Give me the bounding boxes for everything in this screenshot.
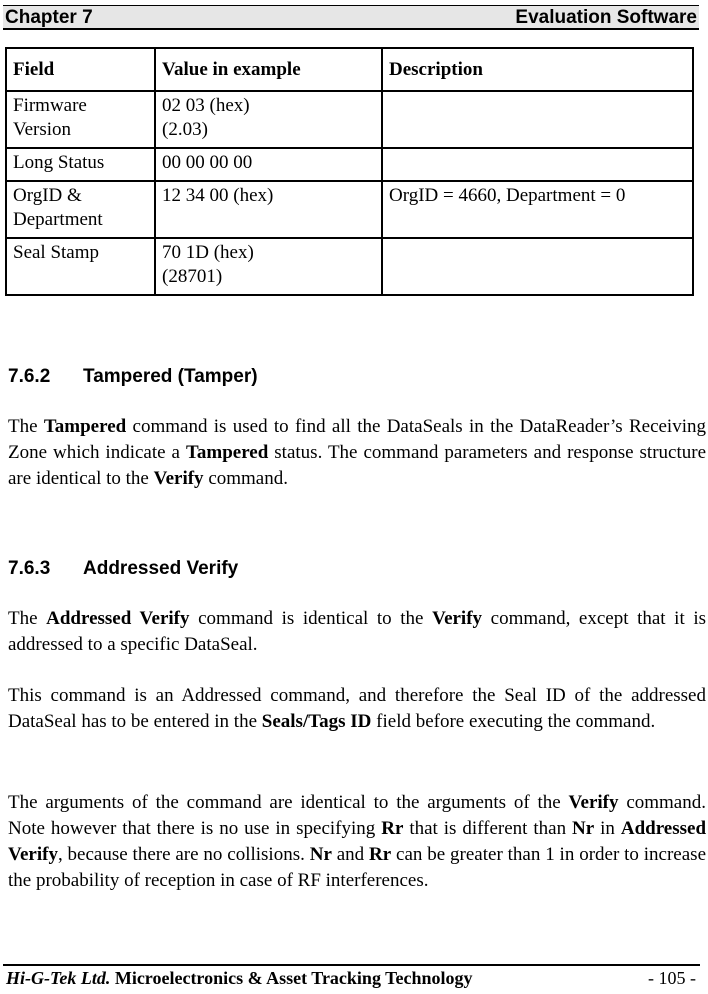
bold-term: Addressed Verify: [46, 608, 190, 629]
table-row: [6, 181, 693, 238]
text-run: The arguments of the command are identical to the arguments of the: [8, 792, 569, 813]
text-run: This command is an Addressed command, and therefore the Seal ID of the addressed DataSeal has to be entered in the: [8, 685, 706, 732]
section-heading: [8, 558, 238, 580]
text-run: command.: [203, 468, 288, 489]
text-run: in: [594, 818, 621, 839]
cell-field: [6, 148, 155, 181]
page-footer: [6, 968, 700, 989]
cell-line: Seal Stamp: [13, 242, 100, 263]
cell-value: [155, 181, 382, 238]
cell-line: (2.03): [162, 119, 208, 140]
text-run: command. Note however that there is no use in specifying: [8, 792, 706, 839]
text-run: command, except that it is addressed to a specific DataSeal.: [8, 608, 706, 655]
paragraph: [8, 606, 706, 658]
cell-line: (28701): [162, 266, 223, 287]
company-name: Hi-G-Tek Ltd.: [6, 968, 111, 988]
text-run: command is used to find all the DataSeals in the DataReader’s Receiving Zone which indicate a: [8, 416, 706, 463]
table-row: [6, 91, 693, 148]
text-run: field before executing the command.: [371, 711, 656, 732]
bold-term: Verify: [432, 608, 483, 629]
section-number: 7.6.3: [8, 558, 51, 579]
cell-description: [382, 91, 693, 148]
table-row: [6, 238, 693, 295]
bold-term: Rr: [369, 844, 392, 865]
cell-line: Version: [13, 119, 72, 140]
table-row: [6, 148, 693, 181]
section-title: Evaluation Software: [515, 7, 697, 28]
bold-term: Verify: [153, 468, 204, 489]
bold-term: Tampered: [43, 416, 127, 437]
field-table: [5, 47, 694, 296]
cell-line: 70 1D (hex): [162, 242, 254, 263]
text-run: status. The command parameters and response structure are identical to the: [8, 442, 707, 489]
bold-term: Rr: [381, 818, 404, 839]
bold-term: Addressed Verify: [8, 818, 707, 865]
cell-description: [382, 148, 693, 181]
text-run: , because there are no collisions.: [57, 844, 310, 865]
cell-line: Firmware: [13, 95, 87, 116]
chapter-label: Chapter 7: [5, 7, 93, 28]
text-run: The: [8, 416, 44, 437]
section-heading-title: Addressed Verify: [83, 558, 239, 579]
section-number: 7.6.2: [8, 366, 51, 387]
column-header-description: Description: [382, 48, 693, 91]
text-run: command is identical to the: [189, 608, 433, 629]
paragraph: [8, 790, 706, 894]
bold-term: Nr: [572, 818, 595, 839]
text-run: The: [8, 608, 47, 629]
cell-value: [155, 91, 382, 148]
text-run: and: [331, 844, 370, 865]
bold-term: Nr: [309, 844, 332, 865]
cell-line: 12 34 00 (hex): [162, 185, 274, 206]
bold-term: Verify: [568, 792, 619, 813]
cell-field: [6, 181, 155, 238]
cell-line: Long Status: [13, 152, 105, 173]
cell-value: [155, 238, 382, 295]
text-run: can be greater than 1 in order to increase the probability of reception in case of RF interferences.: [8, 844, 707, 891]
cell-line: 02 03 (hex): [162, 95, 250, 116]
cell-line: Department: [13, 209, 103, 230]
table-header-row: [6, 48, 693, 91]
cell-description: [382, 238, 693, 295]
cell-field: [6, 91, 155, 148]
section-heading-title: Tampered (Tamper): [83, 366, 258, 387]
bold-term: Seals/Tags ID: [261, 711, 372, 732]
section-heading: [8, 366, 258, 388]
cell-field: [6, 238, 155, 295]
footer-divider: [3, 964, 700, 966]
paragraph: [8, 414, 706, 492]
company-tagline: Microelectronics & Asset Tracking Technology: [110, 968, 473, 988]
cell-line: 00 00 00 00: [162, 152, 253, 173]
cell-description: OrgID = 4660, Department = 0: [382, 181, 693, 238]
bold-term: Tampered: [185, 442, 269, 463]
page-number: - 105 -: [648, 968, 696, 988]
text-run: that is different than: [403, 818, 573, 839]
paragraph: [8, 683, 706, 735]
column-header-field: Field: [6, 48, 155, 91]
cell-line: OrgID &: [13, 185, 82, 206]
column-header-value: Value in example: [155, 48, 382, 91]
cell-value: [155, 148, 382, 181]
page-header: [3, 5, 699, 30]
